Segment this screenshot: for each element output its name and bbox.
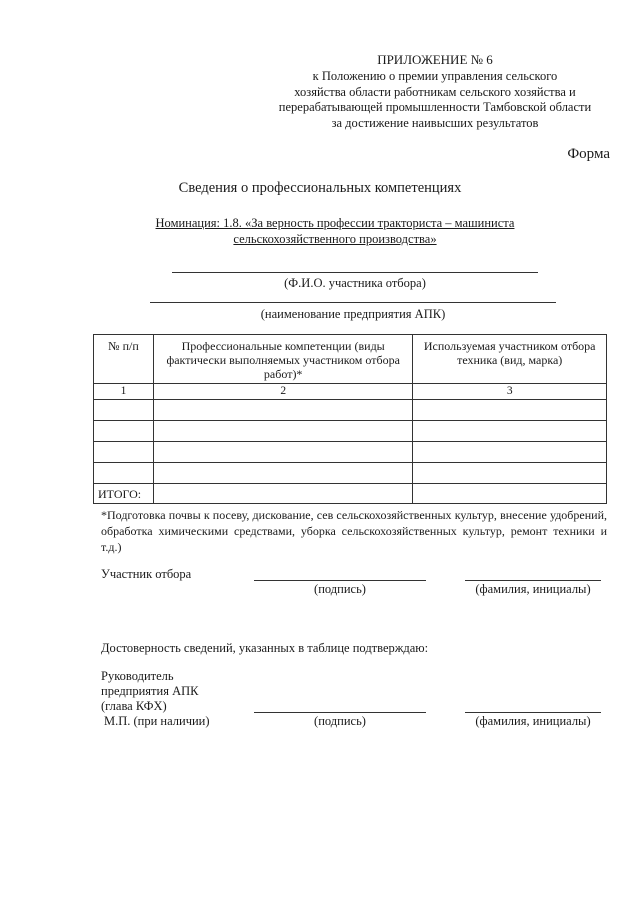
table-cell[interactable]: [413, 463, 607, 484]
table-cell[interactable]: [413, 421, 607, 442]
table-row: [94, 400, 607, 421]
table-header-row: [94, 335, 607, 384]
table-cell[interactable]: [413, 400, 607, 421]
form-label: Форма: [567, 146, 610, 162]
header-number: № п/п: [94, 335, 154, 384]
column-number-2: 2: [153, 384, 412, 400]
head-name-line: [465, 712, 601, 713]
fio-line: [172, 272, 538, 273]
table-cell[interactable]: [94, 442, 154, 463]
participant-name-caption: (фамилия, инициалы): [475, 582, 591, 596]
table-cell[interactable]: [413, 442, 607, 463]
head-line-3: (глава КФХ): [101, 699, 167, 713]
table-cell[interactable]: [94, 400, 154, 421]
total-label: ИТОГО:: [94, 484, 154, 504]
table-cell[interactable]: [153, 400, 412, 421]
head-line-2: предприятия АПК: [101, 684, 199, 698]
participant-signature-caption: (подпись): [314, 582, 366, 596]
document-title: Сведения о профессиональных компетенциях: [178, 180, 462, 196]
table-row: [94, 442, 607, 463]
footnote: *Подготовка почвы к посеву, дискование, сев сельскохозяйственных культур, внесение удобрений, обработка химическими средствами, уборка сельскохозяйственных культур, ремонт техники и т.д.): [101, 508, 607, 554]
header-equipment: Используемая участником отбора техника (вид, марка): [413, 335, 607, 384]
head-line-1: Руководитель: [101, 669, 174, 683]
head-line-4: М.П. (при наличии): [104, 714, 210, 728]
total-row: [94, 484, 607, 504]
nomination: [150, 215, 520, 247]
header-line-2: хозяйства области работникам сельского хозяйства и: [294, 84, 576, 99]
table-cell[interactable]: [153, 421, 412, 442]
table-cell[interactable]: [153, 463, 412, 484]
participant-name-line: [465, 580, 601, 581]
table-row: [94, 421, 607, 442]
column-number-3: 3: [413, 384, 607, 400]
header-line-4: за достижение наивысших результатов: [331, 115, 539, 130]
nomination-line-1: Номинация: 1.8. «За верность профессии тракториста – машиниста: [155, 216, 515, 230]
header-line-3: перерабатывающей промышленности Тамбовской области: [278, 100, 592, 114]
header-competencies: Профессиональные компетенции (виды фактически выполняемых участником отбора работ)*: [153, 335, 412, 384]
table-cell[interactable]: [94, 463, 154, 484]
table-cell[interactable]: [153, 484, 412, 504]
competencies-table: [93, 334, 607, 504]
appendix-number: ПРИЛОЖЕНИЕ № 6: [377, 52, 493, 67]
head-signature-line: [254, 712, 426, 713]
head-name-caption: (фамилия, инициалы): [475, 714, 591, 728]
column-number-1: 1: [94, 384, 154, 400]
table-row: [94, 463, 607, 484]
nomination-line-2: сельскохозяйственного производства»: [233, 232, 437, 246]
participant-label: Участник отбора: [101, 567, 192, 581]
table-cell[interactable]: [413, 484, 607, 504]
header-line-1: к Положению о премии управления сельского: [312, 69, 558, 83]
participant-signature-line: [254, 580, 426, 581]
enterprise-line: [150, 302, 556, 303]
column-numbers-row: [94, 384, 607, 400]
fio-caption: (Ф.И.О. участника отбора): [284, 276, 426, 290]
enterprise-caption: (наименование предприятия АПК): [260, 307, 446, 321]
confirmation-text: Достоверность сведений, указанных в таблице подтверждаю:: [101, 641, 429, 655]
table-cell[interactable]: [153, 442, 412, 463]
table-cell[interactable]: [94, 421, 154, 442]
head-signature-caption: (подпись): [314, 714, 366, 728]
